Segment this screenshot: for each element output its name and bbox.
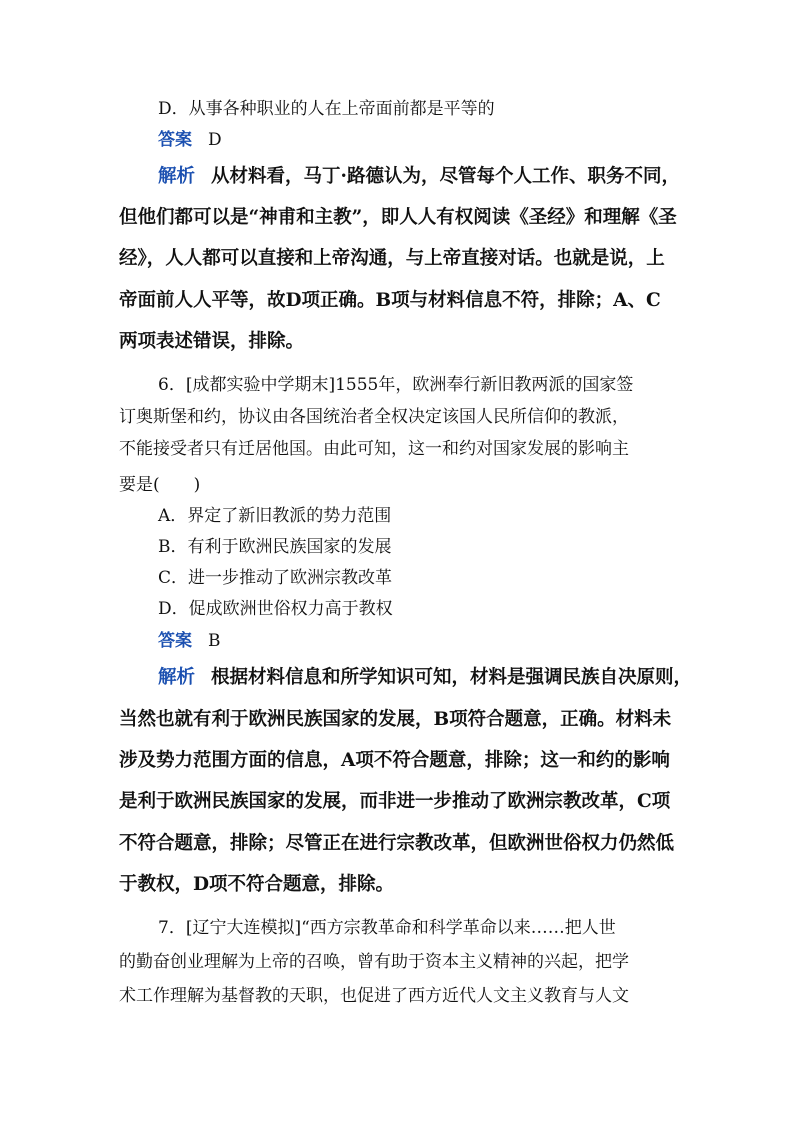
q6-stem-line: 6．[成都实验中学期末]1555年，欧洲奉行新旧教两派的国家签 [158, 375, 634, 395]
q5-analysis-line [158, 166, 680, 188]
q6-stem-line: 要是( ) [119, 475, 201, 495]
q6-stem-line: 不能接受者只有迁居他国。由此可知，这一和约对国家发展的影响主 [119, 439, 629, 459]
q5-analysis-line: 两项表述错误，排除。 [119, 331, 305, 352]
answer-label: 答案 [158, 631, 192, 651]
q6-option-b: B．有利于欧洲民族国家的发展 [158, 537, 392, 557]
q6-answer-row [158, 630, 221, 652]
answer-value: B [208, 631, 221, 651]
q5-analysis-line: 帝面前人人平等，故D项正确。B项与材料信息不符，排除；A、C [119, 290, 661, 311]
answer-label: 答案 [158, 130, 192, 150]
q6-analysis-line: 不符合题意，排除；尽管正在进行宗教改革，但欧洲世俗权力仍然低 [119, 833, 675, 854]
q7-stem-line: 7．[辽宁大连模拟]“西方宗教革命和科学革命以来……把人世 [158, 918, 616, 938]
analysis-text: 从材料看，马丁·路德认为，尽管每个人工作、职务不同， [211, 166, 680, 187]
analysis-label: 解析 [158, 166, 196, 187]
q6-option-d: D．促成欧洲世俗权力高于教权 [158, 599, 393, 619]
q6-analysis-line [158, 667, 692, 689]
q6-analysis-line: 涉及势力范围方面的信息，A项不符合题意，排除；这一和约的影响 [119, 750, 670, 771]
analysis-label: 解析 [158, 667, 196, 688]
q6-analysis-line: 当然也就有利于欧洲民族国家的发展，B项符合题意，正确。材料未 [119, 709, 672, 730]
q6-analysis-line: 是利于欧洲民族国家的发展，而非进一步推动了欧洲宗教改革，C项 [119, 791, 671, 812]
q5-option-d: D．从事各种职业的人在上帝面前都是平等的 [158, 99, 495, 119]
analysis-text: 根据材料信息和所学知识可知，材料是强调民族自决原则， [211, 667, 693, 688]
q6-stem-line: 订奥斯堡和约，协议由各国统治者全权决定该国人民所信仰的教派， [119, 407, 629, 427]
q5-analysis-line: 但他们都可以是“神甫和主教”，即人人有权阅读《圣经》和理解《圣 [119, 207, 677, 228]
q6-option-a: A．界定了新旧教派的势力范围 [158, 506, 392, 526]
q5-analysis-line: 经》，人人都可以直接和上帝沟通，与上帝直接对话。也就是说，上 [119, 248, 665, 269]
q7-stem-line: 术工作理解为基督教的天职，也促进了西方近代人文主义教育与人文 [119, 986, 629, 1006]
q5-answer-row [158, 129, 222, 151]
answer-value: D [208, 130, 222, 150]
q6-option-c: C．进一步推动了欧洲宗教改革 [158, 568, 393, 588]
q6-analysis-line: 于教权，D项不符合题意，排除。 [119, 874, 395, 895]
q7-stem-line: 的勤奋创业理解为上帝的召唤，曾有助于资本主义精神的兴起，把学 [119, 952, 629, 972]
